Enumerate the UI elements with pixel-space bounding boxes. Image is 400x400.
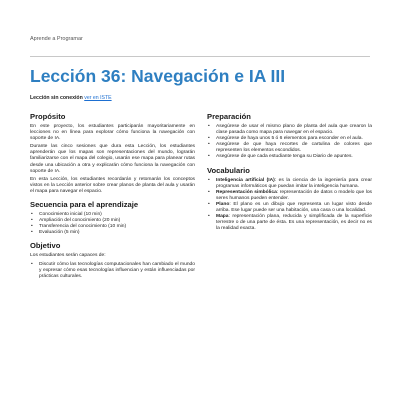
objective-heading: Objetivo xyxy=(30,241,61,251)
right-column xyxy=(207,112,372,237)
sequence-list xyxy=(30,212,195,236)
vocabulary-heading: Vocabulario xyxy=(207,165,250,175)
objective-intro: Los estudiantes serán capaces de: xyxy=(30,253,106,259)
list-item xyxy=(30,230,195,236)
purpose-heading: Propósito xyxy=(30,112,66,121)
list-item xyxy=(207,124,372,136)
list-item-text: Discutir cómo las tecnologías computacionales han cambiado el mundo y expresar cómo esas tecnologías influencian y están influenciadas por prácticas culturales. xyxy=(39,261,195,279)
sequence-heading: Secuencia para el aprendizaje xyxy=(30,200,139,210)
bullet-icon: • xyxy=(208,154,210,160)
bullet-icon: • xyxy=(31,218,33,224)
preparation-heading: Preparación xyxy=(207,112,251,121)
lesson-mode-label: Lección sin conexión xyxy=(30,95,83,101)
lesson-mode-line xyxy=(30,95,112,101)
list-item-text: Conocimiento inicial (10 min) xyxy=(39,212,102,218)
list-item xyxy=(30,262,195,280)
objective-section xyxy=(30,241,195,279)
course-header: Aprende a Programar xyxy=(30,36,83,42)
bullet-icon: • xyxy=(208,214,210,220)
bullet-icon: • xyxy=(208,189,210,195)
bullet-icon: • xyxy=(31,230,33,236)
vocabulary-term: Mapa xyxy=(216,214,229,220)
list-item-text: Evaluación (5 min) xyxy=(39,230,80,236)
vocabulary-item xyxy=(207,214,372,232)
bullet-icon: • xyxy=(31,261,33,267)
left-column xyxy=(30,112,195,285)
vocabulary-item xyxy=(207,202,372,214)
iste-link[interactable]: ver en ISTE xyxy=(84,95,112,101)
sequence-section xyxy=(30,200,195,236)
vocabulary-definition: : El plano es un dibujo que representa un lugar visto desde arriba. Ese lugar puede ser una habitación, una casa o una localidad. xyxy=(216,201,372,214)
list-item-text: Transferencia del conocimiento (10 min) xyxy=(39,224,127,230)
vocabulary-list xyxy=(207,178,372,233)
vocabulary-definition: : es la ciencia de la ingeniería para crear programas informáticos que puedan imitar la inteligencia humana. xyxy=(216,177,372,189)
vocabulary-definition: : representación de datos o modelo que los seres humanos pueden entender. xyxy=(216,189,372,201)
purpose-paragraph: Durante las cinco sesiones que dura esta Lección, los estudiantes aprenderán que los mapas son representaciones del mundo, lograrán familiarizarse con el mapa del colegio, usarán ese mapa para planear rutas desde una ubicación a otra y explicarán cómo funciona la navegación con soporte de IA. xyxy=(30,144,195,174)
page-title: Lección 36: Navegación e IA III xyxy=(30,66,286,86)
list-item xyxy=(207,142,372,154)
purpose-paragraph: En esta Lección, los estudiantes recordarán y retomarán los conceptos vistos en la Lección anterior sobre crear planos de planta del aula y usarán el mapa para navegar el espacio. xyxy=(30,176,195,194)
bullet-icon: • xyxy=(31,212,33,218)
vocabulary-section xyxy=(207,166,372,233)
list-item xyxy=(207,154,372,160)
list-item-text: Asegúrese de que haya recortes de cartulina de colores que representen los elementos escondidos. xyxy=(216,142,372,154)
vocabulary-term: Inteligencia artificial (IA) xyxy=(216,177,275,183)
purpose-section xyxy=(30,112,195,195)
purpose-paragraph: En este proyecto, los estudiantes participarán mayoritariamente en lecciones no en línea para explorar cómo funciona la navegación con soporte de IA. xyxy=(30,124,195,142)
preparation-list xyxy=(207,124,372,161)
vocabulary-term: Representación simbólica xyxy=(216,189,277,195)
vocabulary-item xyxy=(207,190,372,202)
list-item-text: Asegúrese de usar el mismo plano de planta del aula que crearon la clase pasada como mapa para navegar en el espacio. xyxy=(216,124,372,136)
bullet-icon: • xyxy=(208,142,210,148)
vocabulary-term: Plano xyxy=(216,201,230,207)
preparation-section xyxy=(207,112,372,161)
list-item-text: Asegúrese de que cada estudiante tenga su Diario de apuntes. xyxy=(216,154,353,160)
list-item-text: Ampliación del conocimiento (20 min) xyxy=(39,218,121,224)
vocabulary-item xyxy=(207,178,372,190)
bullet-icon: • xyxy=(31,224,33,230)
vocabulary-definition: : representación plana, reducida y simplificada de la superficie terrestre o de una parte de ésta. Es una representación, es decir no es la realidad exacta. xyxy=(216,214,372,232)
bullet-icon: • xyxy=(208,136,210,142)
list-item-text: Asegúrese de haya unos 5 ó 6 elementos para esconder en el aula. xyxy=(216,136,363,142)
bullet-icon: • xyxy=(208,201,210,207)
bullet-icon: • xyxy=(208,124,210,129)
bullet-icon: • xyxy=(208,177,210,183)
objective-list xyxy=(30,262,195,280)
header-divider xyxy=(30,56,370,57)
